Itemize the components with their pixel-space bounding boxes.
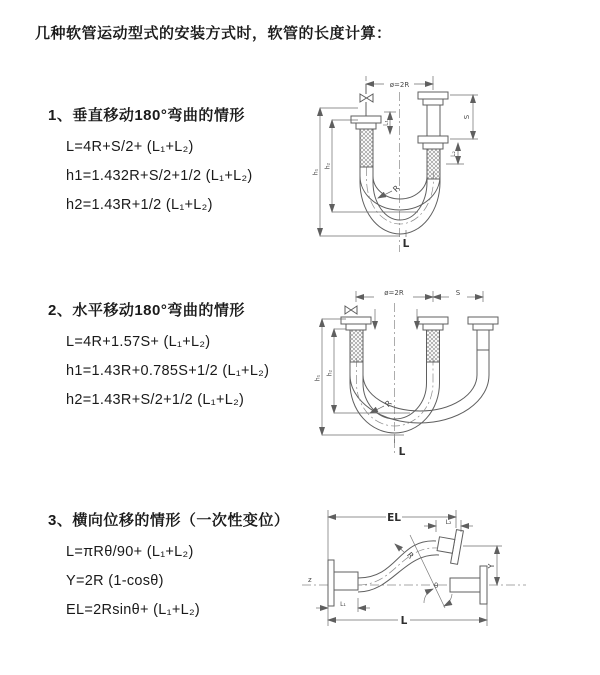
formula-h1: h1=1.43R+0.785S+1/2 (L₁+L₂) <box>66 363 270 379</box>
svg-text:S: S <box>455 289 461 297</box>
formula-h2: h2=1.43R+1/2 (L₁+L₂) <box>66 197 213 213</box>
dim-width-2r <box>356 289 483 302</box>
svg-text:R: R <box>383 398 394 409</box>
dim-l1 <box>316 598 370 612</box>
dim-l <box>328 604 487 627</box>
radius-label <box>378 183 402 198</box>
svg-text:ø=2R: ø=2R <box>384 289 404 297</box>
svg-text:z: z <box>308 576 312 584</box>
svg-text:S: S <box>463 114 471 120</box>
dim-l2 <box>446 143 464 164</box>
left-pipe-flange <box>351 116 381 167</box>
diagram-horizontal-180-bend <box>312 283 530 463</box>
left-flange <box>328 560 358 606</box>
svg-text:L: L <box>398 446 406 458</box>
formula-length: L=4R+S/2+ (L₁+L₂) <box>66 139 194 155</box>
formula-h2: h2=1.43R+S/2+1/2 (L₁+L₂) <box>66 392 245 408</box>
svg-text:L₁: L₁ <box>382 120 390 126</box>
dim-l2 <box>424 519 473 532</box>
formula-h1: h1=1.432R+S/2+1/2 (L₁+L₂) <box>66 168 253 184</box>
svg-text:h₁: h₁ <box>314 374 322 382</box>
dim-el <box>328 510 456 560</box>
svg-text:h₂: h₂ <box>324 162 332 170</box>
section-horizontal-movement <box>48 299 318 415</box>
svg-text:L₂: L₂ <box>445 519 452 526</box>
section-3-heading: 3、横向位移的情形（一次性变位） <box>48 512 290 529</box>
upper-right-flange <box>435 527 463 564</box>
diagram-vertical-180-bend <box>310 64 525 256</box>
movement-arrows <box>375 309 417 329</box>
dim-width-2r <box>366 76 433 90</box>
svg-text:L₂: L₂ <box>450 151 457 157</box>
pipe-flange-middle <box>418 317 448 362</box>
dim-l1 <box>383 112 397 134</box>
diagram-lateral-displacement <box>298 498 538 653</box>
formula-el: EL=2Rsinθ+ (L₁+L₂) <box>66 602 201 618</box>
svg-text:h₁: h₁ <box>312 168 320 176</box>
svg-text:EL: EL <box>387 512 401 524</box>
hose-u-bends <box>350 350 489 433</box>
formula-y: Y=2R (1-cosθ) <box>66 573 164 589</box>
pipe-flange-right <box>468 317 498 350</box>
length-label <box>395 436 406 458</box>
section-vertical-movement <box>48 104 318 220</box>
dim-s <box>433 289 483 297</box>
right-flange <box>450 566 487 604</box>
valve-icon <box>360 84 373 116</box>
svg-text:L: L <box>400 615 408 627</box>
pipe-flange-left <box>341 317 371 362</box>
svg-text:L₁: L₁ <box>340 601 346 608</box>
section-1-heading: 1、垂直移动180°弯曲的情形 <box>48 107 245 124</box>
section-lateral-displacement <box>48 509 318 625</box>
svg-text:Y: Y <box>487 563 496 569</box>
svg-text:R: R <box>391 183 402 194</box>
formula-length: L=4R+1.57S+ (L₁+L₂) <box>66 334 211 350</box>
dim-h2 <box>327 329 411 413</box>
svg-text:θ: θ <box>434 582 439 590</box>
svg-text:L: L <box>402 238 410 250</box>
valve-icon <box>345 306 357 314</box>
svg-text:R: R <box>405 550 416 561</box>
hose-s-curve <box>358 541 439 592</box>
formula-length: L=πRθ/90+ (L₁+L₂) <box>66 544 194 560</box>
svg-text:ø=2R: ø=2R <box>389 81 410 89</box>
dim-s <box>450 95 478 139</box>
svg-text:h₂: h₂ <box>326 369 334 377</box>
right-pipe-flanges <box>418 92 448 179</box>
page-title: 几种软管运动型式的安装方式时，软管的长度计算： <box>35 25 392 42</box>
section-2-heading: 2、水平移动180°弯曲的情形 <box>48 302 245 319</box>
